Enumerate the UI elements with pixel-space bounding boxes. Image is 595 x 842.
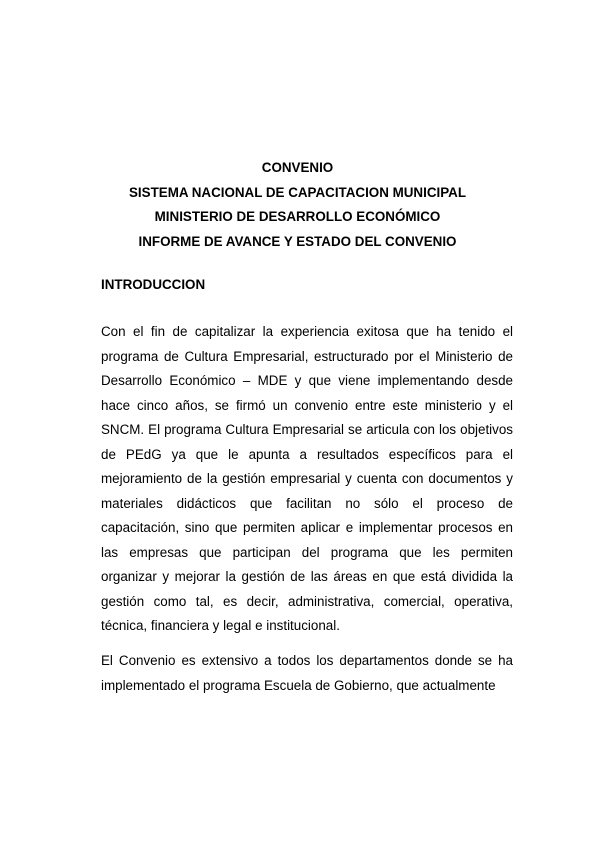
title-line-3: MINISTERIO DE DESARROLLO ECONÓMICO <box>154 209 441 224</box>
title-line-4: INFORME DE AVANCE Y ESTADO DEL CONVENIO <box>138 233 457 249</box>
section-heading-introduccion: INTRODUCCION <box>101 277 206 292</box>
title-line-2: SISTEMA NACIONAL DE CAPACITACION MUNICIPAL <box>129 184 466 200</box>
paragraph-2: El Convenio es extensivo a todos los departamentos donde se ha implementado el programa Escuela de Gobierno, que actualmente <box>101 653 513 693</box>
title-line-1: CONVENIO <box>261 160 334 175</box>
document-title <box>0 156 595 254</box>
paragraph-1: Con el fin de capitalizar la experiencia exitosa que ha tenido el programa de Cultura Empresarial, estructurado por el Ministerio de Desarrollo Económico – MDE y que viene implementando desde hace cinco años, se firmó un convenio entre este ministerio y el SNCM. El programa Cultura Empresarial se articula con los objetivos de PEdG ya que le apunta a resultados específicos para el mejoramiento de la gestión empresarial y cuenta con documentos y materiales didácticos que facilitan no sólo el proceso de capacitación, sino que permiten aplicar e implementar procesos en las empresas que participan del programa que les permiten organizar y mejorar la gestión de las áreas en que está dividida la gestión como tal, es decir, administrativa, comercial, operativa, técnica, financiera y legal e institucional. <box>101 324 513 633</box>
